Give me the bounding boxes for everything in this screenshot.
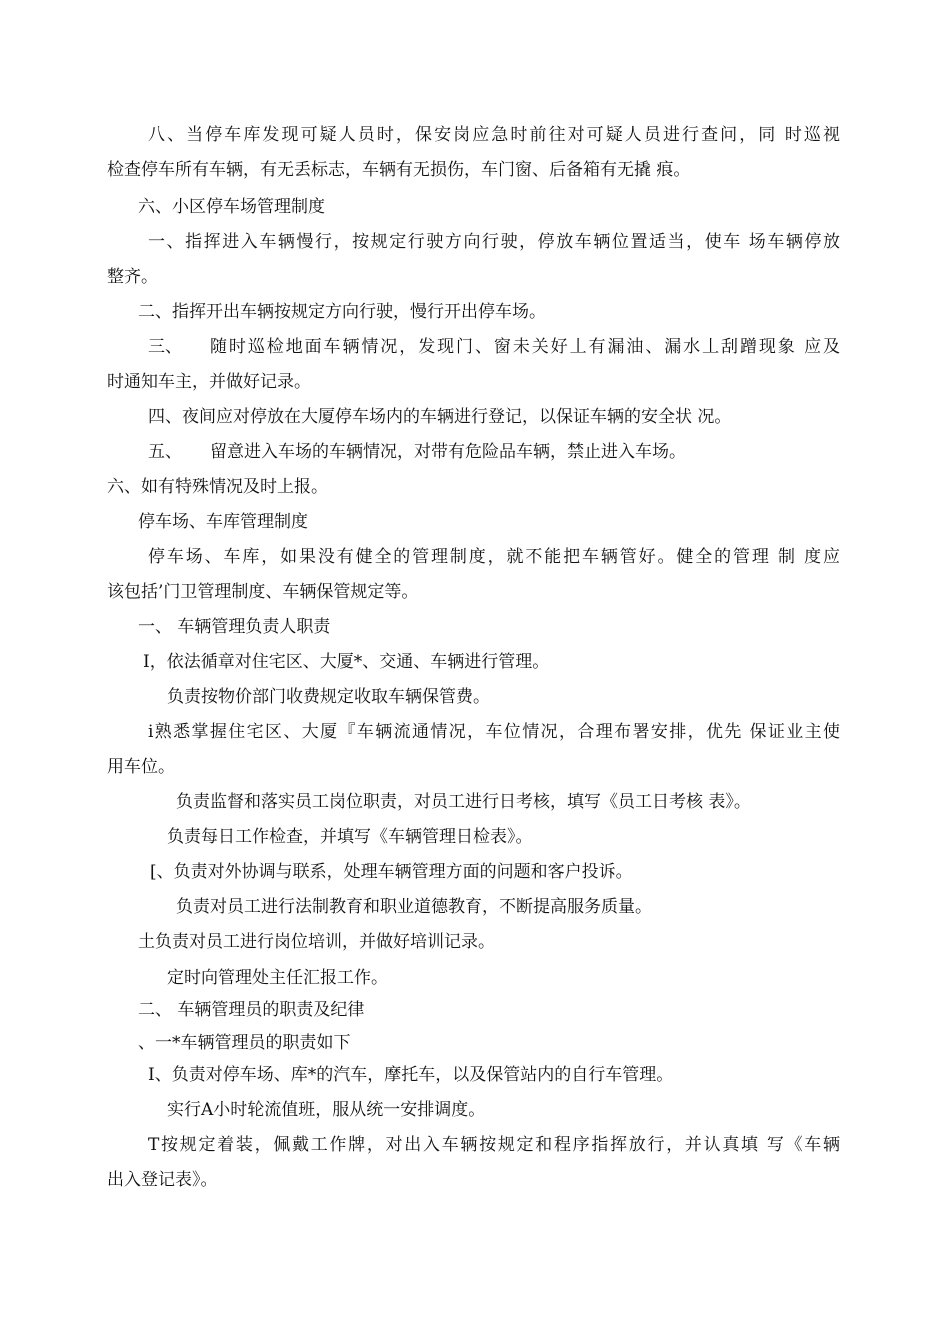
paragraph-line: 时通知车主，并做好记录。 <box>107 372 311 392</box>
paragraph-line: I、负责对停车场、库*的汽车，摩托车，以及保管站内的自行车管理。 <box>148 1065 674 1085</box>
paragraph-line: 实行A小时轮流值班，服从统一安排调度。 <box>167 1100 486 1120</box>
section-heading: 六、小区停车场管理制度 <box>138 197 325 217</box>
paragraph-line: 出入登记表》。 <box>107 1170 218 1190</box>
paragraph-line: 二、指挥开出车辆按规定方向行驶，慢行开出停车场。 <box>138 302 546 322</box>
section-heading: 停车场、车库管理制度 <box>138 512 308 532</box>
paragraph-line: [、负责对外协调与联系，处理车辆管理方面的问题和客户投诉。 <box>150 862 633 882</box>
paragraph-line: 用车位。 <box>107 757 175 777</box>
paragraph-line: i熟悉掌握住宅区、大厦『车辆流通情况，车位情况，合理布署安排，优先 保证业主使 <box>148 722 840 742</box>
section-heading: 二、 车辆管理员的职责及纪律 <box>138 1000 365 1020</box>
section-heading: 一、 车辆管理负责人职责 <box>138 617 331 637</box>
paragraph-line: 四、夜间应对停放在大厦停车场内的车辆进行登记，以保证车辆的安全状 况。 <box>148 407 732 427</box>
section-heading: 、一*车辆管理员的职责如下 <box>138 1033 351 1053</box>
paragraph-line: 随时巡检地面车辆情况，发现门、窗未关好丄有漏油、漏水丄刮蹭现象 应及 <box>210 337 840 357</box>
paragraph-line: 负责每日工作检查，并填写《车辆管理日检表》。 <box>167 827 533 847</box>
paragraph-line: 八、当停车库发现可疑人员时，保安岗应急时前往对可疑人员进行查问，同 时巡视 <box>148 125 840 145</box>
paragraph-line: 留意进入车场的车辆情况，对带有危险品车辆，禁止进入车场。 <box>210 442 686 462</box>
paragraph-line-number: 三、 <box>148 337 182 357</box>
paragraph-line: 检查停车所有车辆，有无丢标志，车辆有无损伤，车门窗、后备箱有无撬 痕。 <box>107 160 691 180</box>
paragraph-line: 定时向管理处主任汇报工作。 <box>167 968 388 988</box>
paragraph-line-number: 五、 <box>148 442 182 462</box>
paragraph-line: 土负责对员工进行岗位培训，并做好培训记录。 <box>138 932 495 952</box>
paragraph-line: 停车场、车库，如果没有健全的管理制度，就不能把车辆管好。健全的管理 制 度应 <box>148 547 840 567</box>
paragraph-line: I，依法循章对住宅区、大厦*、交通、车辆进行管理。 <box>143 652 550 672</box>
paragraph-line: 该包括’门卫管理制度、车辆保管规定等。 <box>107 582 419 602</box>
paragraph-line: 六、如有特殊情况及时上报。 <box>107 477 328 497</box>
paragraph-line: 整齐。 <box>107 267 158 287</box>
paragraph-line: T按规定着装，佩戴工作牌，对出入车辆按规定和程序指挥放行，并认真填 写《车辆 <box>148 1135 840 1155</box>
paragraph-line: 负责按物价部门收费规定收取车辆保管费。 <box>167 687 490 707</box>
paragraph-line: 负责监督和落实员工岗位职责，对员工进行日考核，填写《员工日考核 表》。 <box>176 792 751 812</box>
paragraph-line: 一、指挥进入车辆慢行，按规定行驶方向行驶，停放车辆位置适当，使车 场车辆停放 <box>148 232 840 252</box>
paragraph-line: 负责对员工进行法制教育和职业道德教育，不断提高服务质量。 <box>176 897 652 917</box>
